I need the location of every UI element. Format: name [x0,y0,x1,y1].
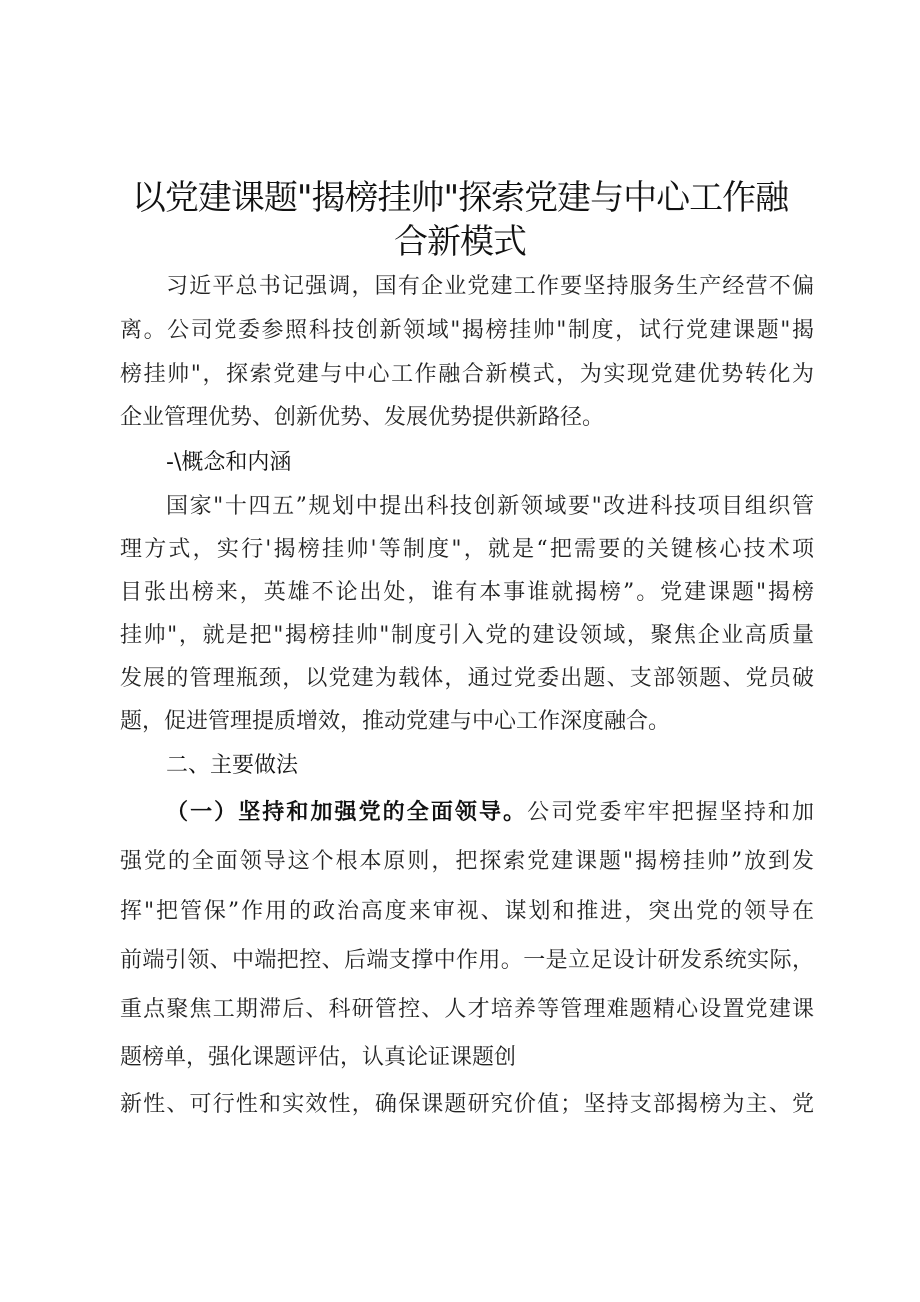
subsection-heading-leadership: （一）坚持和加强党的全面领导。 [166,799,528,825]
concept-line-4: 挂帅"，就是把"揭榜挂帅"制度引入党的建设领域，聚焦企业高质量 [120,623,814,648]
practice-line-5: 重点聚焦工期滞后、科研管控、人才培养等管理难题精心设置党建课 [120,997,814,1022]
intro-line-1: 习近平总书记强调，国有企业党建工作要坚持服务生产经营不偏 [166,274,814,299]
concept-line-3: 目张出榜来，英雄不论出处，谁有本事谁就揭榜”。党建课题"揭榜 [120,580,814,605]
section-heading-practices: 二、主要做法 [166,753,299,778]
practice-line-4: 前端引领、中端把控、后端支撑中作用。一是立足设计研发系统实际， [120,948,814,973]
practice-line-3: 挥"把管保”作用的政治高度来审视、谋划和推进，突出党的领导在 [120,899,814,924]
document-title-line-2: 合新模式 [394,222,526,262]
intro-line-2: 离。公司党委参照科技创新领域"揭榜挂帅"制度，试行党建课题"揭 [120,318,814,343]
concept-line-6: 题，促进管理提质增效，推动党建与中心工作深度融合。 [120,709,671,734]
practice-line-2: 强党的全面领导这个根本原则，把探索党建课题"揭榜挂帅”放到发 [120,849,814,874]
practice-line-1-text: 公司党委牢牢把握坚持和加 [527,800,814,825]
intro-line-3: 榜挂帅"，探索党建与中心工作融合新模式，为实现党建优势转化为 [120,362,814,387]
concept-line-1: 国家"十四五”规划中提出科技创新领域要"改进科技项目组织管 [166,494,814,519]
continuation-line: 新性、可行性和实效性，确保课题研究价值；坚持支部揭榜为主、党 [120,1092,814,1117]
section-heading-concept: -\概念和内涵 [166,450,292,475]
intro-line-4: 企业管理优势、创新优势、发展优势提供新路径。 [120,405,605,430]
concept-line-2: 理方式，实行'揭榜挂帅'等制度"，就是“把需要的关键核心技术项 [120,537,814,562]
document-title-line-1: 以党建课题"揭榜挂帅"探索党建与中心工作融 [131,178,789,218]
concept-line-5: 发展的管理瓶颈，以党建为载体，通过党委出题、支部领题、党员破 [120,666,814,691]
practice-line-6: 题榜单，强化课题评估，认真论证课题创 [120,1045,517,1070]
practice-line-1 [166,799,814,826]
